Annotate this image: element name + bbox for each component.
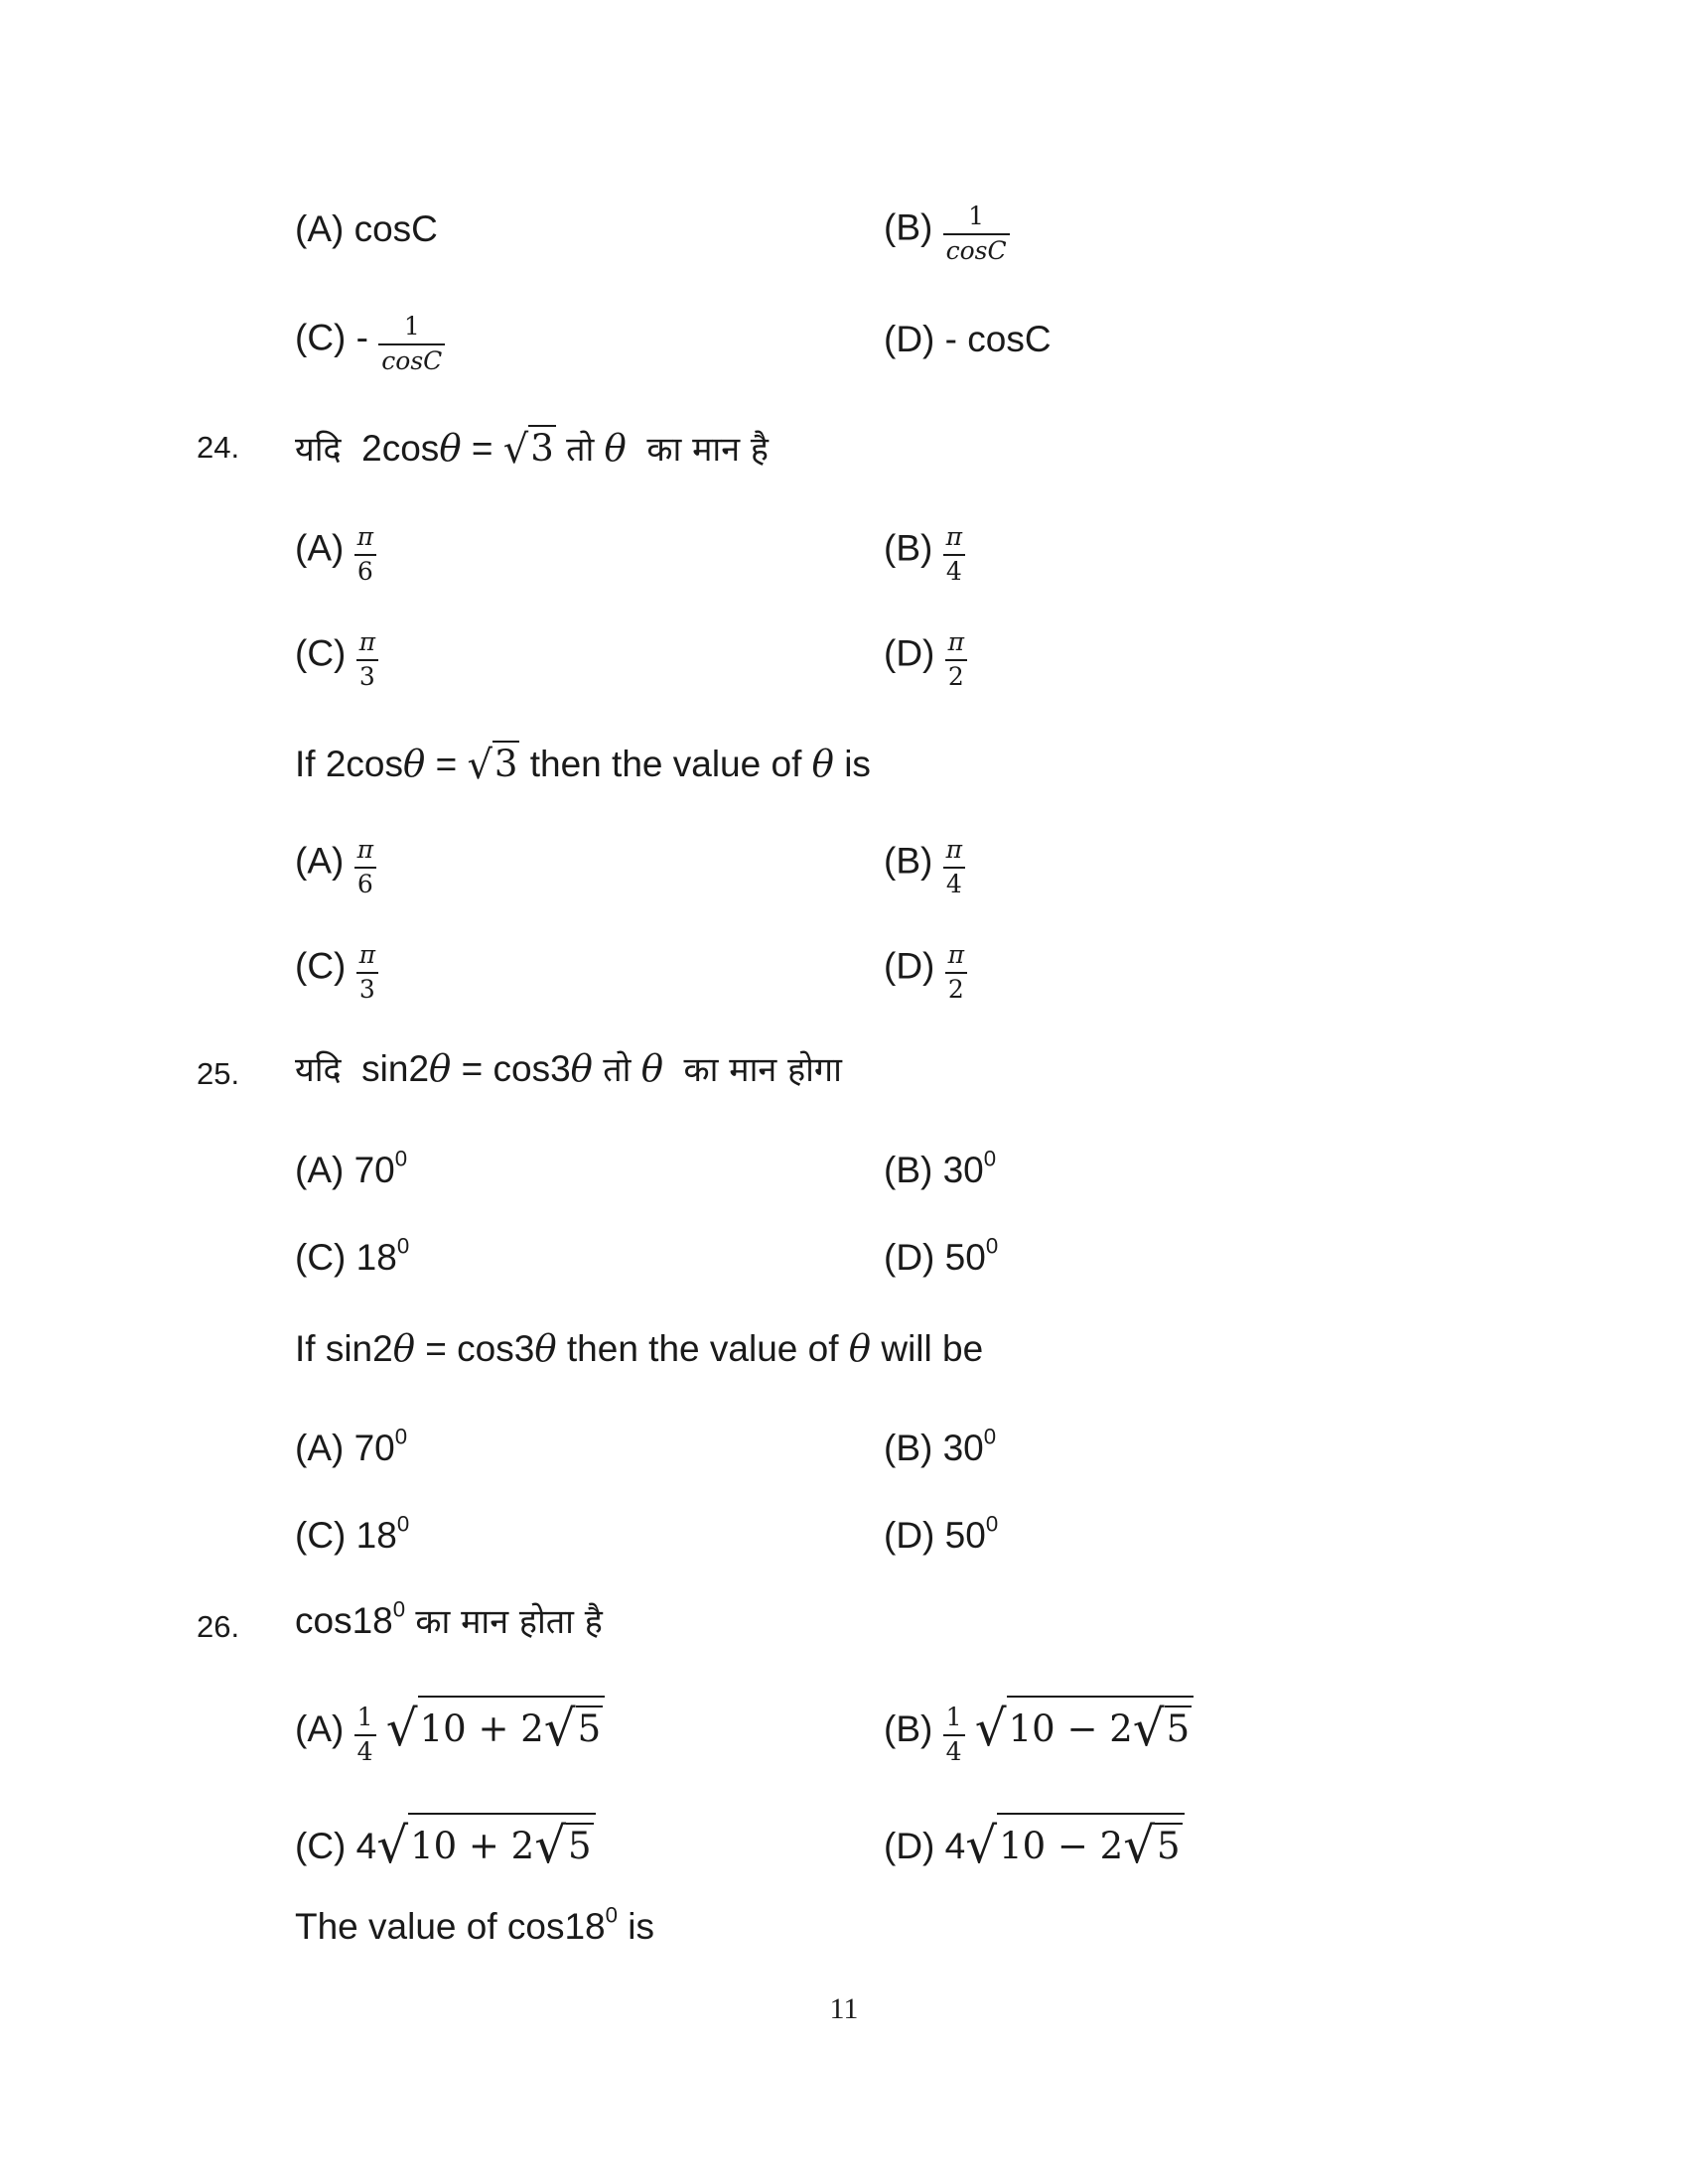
coefficient: 4	[355, 1826, 377, 1866]
denominator: cosC	[945, 235, 1007, 265]
option-label: (D)	[884, 1237, 935, 1278]
fraction	[943, 523, 965, 587]
option-text: cosC	[353, 208, 438, 249]
theta-symbol: θ	[439, 427, 462, 470]
option-label: (A)	[295, 1150, 345, 1190]
q25-hindi-option-d	[884, 1233, 999, 1278]
equals: =	[471, 428, 493, 469]
option-label: (A)	[295, 1708, 345, 1749]
q25-english-option-c	[295, 1511, 410, 1556]
q24-english-option-d	[884, 937, 967, 1004]
fraction	[354, 836, 376, 899]
stem-text: If 2cos	[295, 744, 403, 784]
radicand: 10 − 2	[999, 1825, 1124, 1867]
option-label: (A)	[295, 840, 345, 882]
option-label: (C)	[295, 1515, 347, 1556]
q26-option-a	[295, 1696, 605, 1767]
option-value: 70	[353, 1150, 395, 1190]
numerator: π	[945, 941, 967, 974]
degree-superscript: 0	[392, 1596, 406, 1622]
theta-symbol: θ	[811, 743, 834, 785]
q23-option-b	[884, 199, 1010, 265]
numerator: π	[354, 836, 376, 869]
theta-symbol: θ	[570, 1047, 593, 1090]
option-value: 30	[942, 1150, 984, 1190]
numerator: 1	[943, 1704, 965, 1736]
option-label: (B)	[884, 1150, 933, 1190]
square-root: √10 + 2√5	[376, 1813, 595, 1867]
q23-option-d	[884, 321, 1052, 357]
stem-text: then the value of	[566, 1328, 839, 1369]
coefficient: 4	[944, 1826, 966, 1866]
option-label: (C)	[295, 632, 347, 674]
q25-hindi-option-c	[295, 1233, 410, 1278]
inner-square-root: √5	[543, 1700, 602, 1757]
option-value: 50	[944, 1515, 986, 1556]
fraction	[943, 1704, 965, 1767]
denominator: 6	[356, 869, 373, 898]
theta-symbol: θ	[640, 1047, 663, 1090]
fraction	[354, 523, 376, 587]
stem-text: is	[628, 1906, 654, 1947]
square-root: √10 + 2√5	[386, 1696, 605, 1750]
inner-square-root: √5	[1123, 1817, 1181, 1874]
denominator: 2	[947, 974, 964, 1004]
square-root: √3	[467, 743, 518, 788]
stem-text: If sin2	[295, 1328, 393, 1369]
radicand: 3	[493, 743, 518, 785]
fraction	[945, 628, 967, 692]
option-label: (B)	[884, 840, 933, 882]
inner-square-root: √5	[1132, 1700, 1191, 1757]
question-number-25: 25.	[197, 1056, 240, 1091]
stem-text: is	[844, 744, 871, 784]
square-root: √10 − 2√5	[975, 1696, 1194, 1750]
denominator: cosC	[381, 345, 443, 375]
hindi-text: का मान होगा	[683, 1050, 842, 1090]
degree-superscript: 0	[394, 1424, 408, 1449]
q26-hindi-stem	[295, 1596, 603, 1642]
radicand: 10 + 2	[410, 1825, 535, 1867]
numerator: 1	[943, 203, 1010, 235]
option-value: 18	[355, 1237, 397, 1278]
square-root: √10 − 2√5	[965, 1813, 1184, 1867]
denominator: 4	[356, 1737, 373, 1767]
radicand: 10 − 2	[1008, 1707, 1133, 1750]
option-label: (D)	[884, 632, 935, 674]
degree-superscript: 0	[396, 1511, 410, 1537]
option-label: (C)	[295, 1237, 347, 1278]
option-label: (A)	[295, 1428, 345, 1468]
option-text: - cosC	[944, 319, 1052, 359]
q26-option-b	[884, 1696, 1194, 1767]
radicand: 3	[530, 427, 554, 470]
q25-hindi-option-b	[884, 1146, 997, 1190]
q25-hindi-option-a	[295, 1146, 408, 1190]
degree-superscript: 0	[983, 1146, 997, 1171]
radicand: 10 + 2	[419, 1707, 544, 1750]
stem-text: will be	[881, 1328, 984, 1369]
q24-hindi-option-c	[295, 624, 378, 691]
degree-superscript: 0	[985, 1511, 999, 1537]
degree-superscript: 0	[394, 1146, 408, 1171]
numerator: π	[356, 941, 378, 974]
option-value: 50	[944, 1237, 986, 1278]
inner-square-root: √5	[534, 1817, 592, 1874]
question-number-24: 24.	[197, 430, 240, 465]
expr: cos18	[295, 1600, 393, 1641]
fraction	[943, 836, 965, 899]
q25-english-option-b	[884, 1424, 997, 1468]
q24-hindi-option-d	[884, 624, 967, 691]
denominator: 4	[945, 1737, 962, 1767]
q25-english-option-d	[884, 1511, 999, 1556]
fraction	[354, 1704, 376, 1767]
theta-symbol: θ	[392, 1327, 415, 1370]
hindi-text: यदि	[295, 1050, 342, 1090]
denominator: 3	[358, 974, 375, 1004]
q24-hindi-stem	[295, 425, 769, 473]
theta-symbol: θ	[403, 743, 426, 785]
stem-text: then the value of	[529, 744, 802, 784]
numerator: π	[356, 628, 378, 661]
q26-option-c	[295, 1813, 596, 1874]
option-label: (C)	[295, 945, 347, 987]
expr: sin2	[361, 1048, 430, 1089]
hindi-text: का मान होता है	[415, 1602, 603, 1642]
denominator: 3	[358, 661, 375, 691]
degree-superscript: 0	[983, 1424, 997, 1449]
option-label: (D)	[884, 1826, 935, 1866]
hindi-text: तो	[603, 1050, 632, 1090]
denominator: 4	[945, 556, 962, 586]
option-label: (C)	[295, 1826, 347, 1866]
fraction	[356, 628, 378, 692]
degree-superscript: 0	[985, 1233, 999, 1259]
q24-english-option-b	[884, 832, 965, 898]
option-label: (D)	[884, 945, 935, 987]
q24-english-stem	[295, 741, 871, 788]
option-value: 18	[355, 1515, 397, 1556]
degree-superscript: 0	[396, 1233, 410, 1259]
q25-english-stem	[295, 1327, 984, 1370]
expr: cos3	[457, 1328, 535, 1369]
fraction	[356, 941, 378, 1005]
numerator: π	[354, 523, 376, 556]
stem-text: The value of cos18	[295, 1906, 606, 1947]
inner-radicand: 5	[577, 1707, 602, 1750]
numerator: π	[945, 628, 967, 661]
fraction	[378, 313, 445, 376]
expr: cos3	[492, 1048, 571, 1089]
option-label: (C)	[295, 317, 347, 358]
numerator: 1	[354, 1704, 376, 1736]
inner-radicand: 5	[568, 1825, 592, 1867]
numerator: 1	[378, 313, 445, 345]
option-label: (A)	[295, 208, 345, 249]
fraction	[945, 941, 967, 1005]
hindi-text: का मान है	[646, 430, 769, 470]
page-number: 11	[829, 1992, 859, 2025]
equals: =	[425, 1328, 447, 1369]
option-label: (B)	[884, 1428, 933, 1468]
q26-option-d	[884, 1813, 1185, 1874]
q23-option-a	[295, 210, 438, 247]
square-root: √3	[502, 427, 554, 473]
q25-hindi-stem	[295, 1047, 842, 1090]
q24-hindi-option-a	[295, 519, 376, 586]
option-label: (B)	[884, 1708, 933, 1749]
option-label: (B)	[884, 206, 933, 248]
numerator: π	[943, 523, 965, 556]
expr: 2cos	[361, 428, 440, 469]
q23-option-c	[295, 309, 445, 375]
q25-english-option-a	[295, 1424, 408, 1468]
fraction	[943, 203, 1010, 266]
q24-english-option-a	[295, 832, 376, 898]
q24-english-option-c	[295, 937, 378, 1004]
option-value: 30	[942, 1428, 984, 1468]
theta-symbol: θ	[534, 1327, 557, 1370]
q24-hindi-option-b	[884, 519, 965, 586]
denominator: 4	[945, 869, 962, 898]
hindi-text: तो	[566, 430, 595, 470]
question-number-26: 26.	[197, 1609, 240, 1644]
q26-english-stem	[295, 1902, 654, 1947]
inner-radicand: 5	[1157, 1825, 1181, 1867]
theta-symbol: θ	[604, 427, 627, 470]
option-label: (B)	[884, 527, 933, 569]
option-value: 70	[353, 1428, 395, 1468]
option-label: (D)	[884, 319, 935, 359]
inner-radicand: 5	[1166, 1707, 1191, 1750]
denominator: 2	[947, 661, 964, 691]
option-label: (A)	[295, 527, 345, 569]
option-label: (D)	[884, 1515, 935, 1556]
theta-symbol: θ	[429, 1047, 452, 1090]
minus-sign: -	[355, 317, 368, 358]
denominator: 6	[356, 556, 373, 586]
equals: =	[461, 1048, 484, 1089]
theta-symbol: θ	[848, 1327, 872, 1370]
numerator: π	[943, 836, 965, 869]
equals: =	[435, 744, 458, 784]
hindi-text: यदि	[295, 430, 342, 470]
degree-superscript: 0	[605, 1902, 618, 1928]
